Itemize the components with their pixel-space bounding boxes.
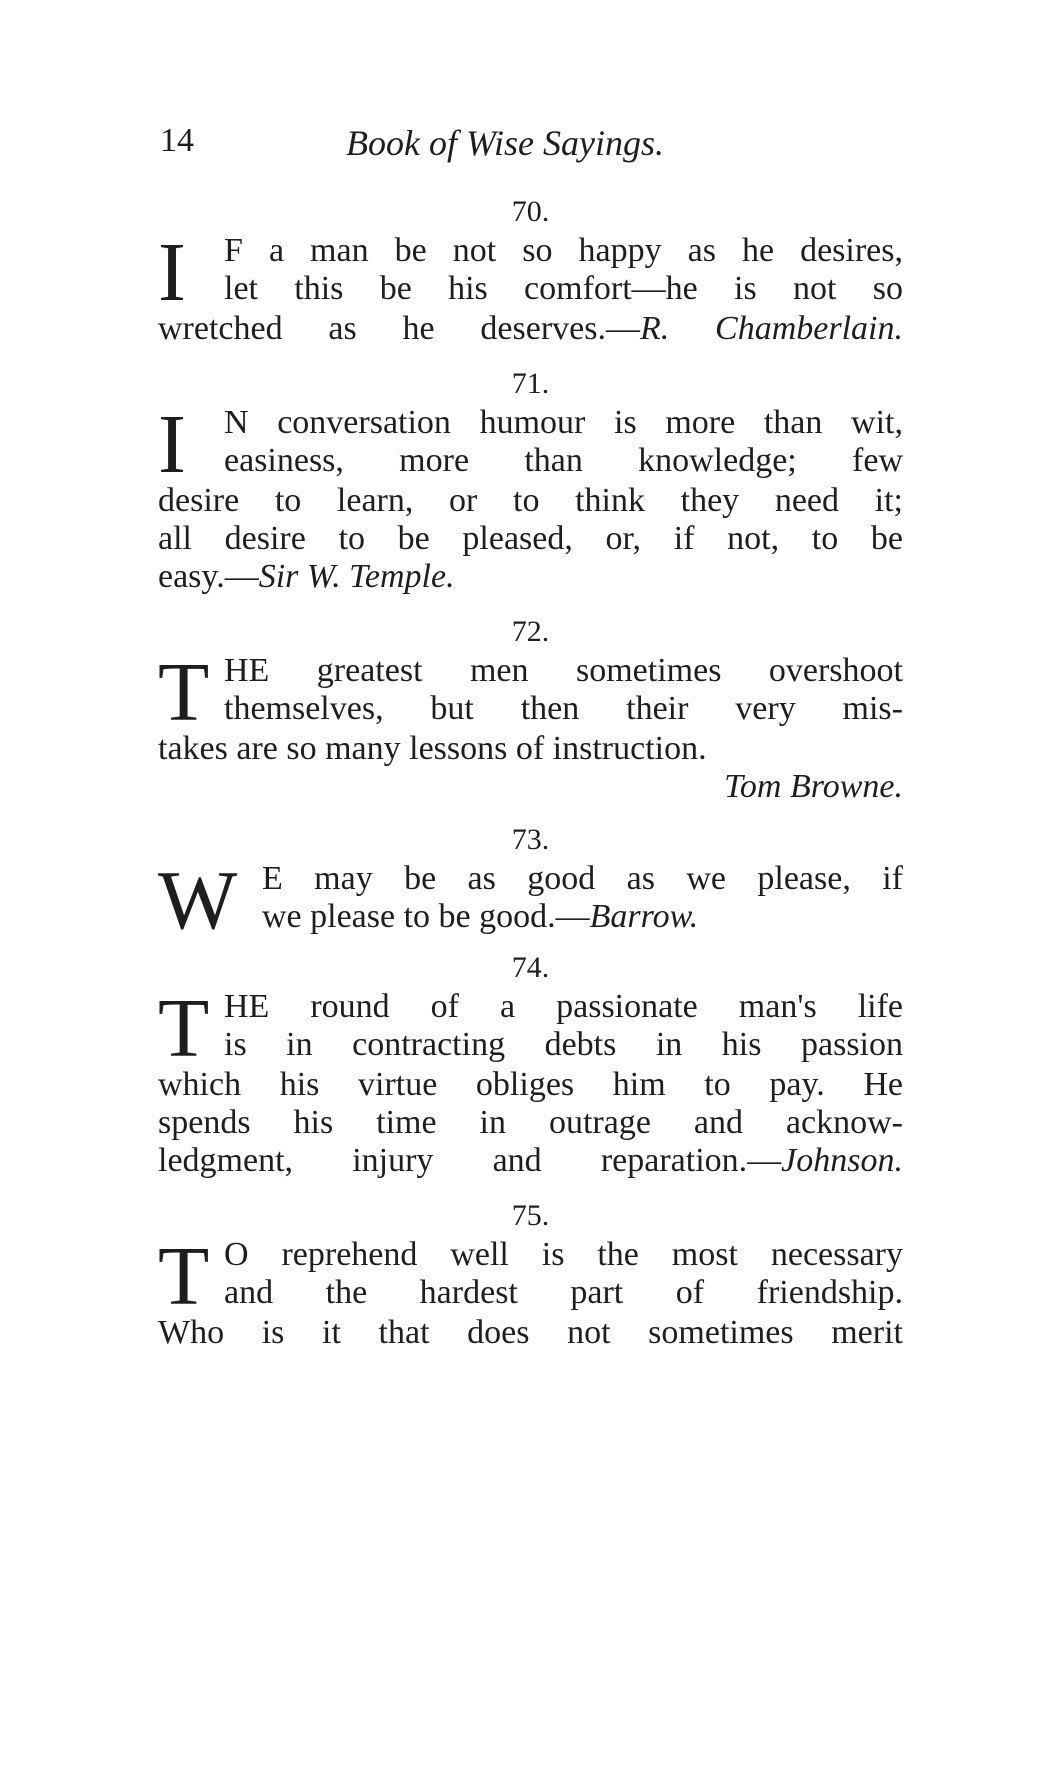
- text-line: wretched as he deserves.—: [158, 310, 640, 347]
- text-line: desire to learn, or to think they need it;: [158, 482, 903, 519]
- attribution: Johnson.: [781, 1142, 903, 1179]
- saying-73: [158, 820, 903, 947]
- saying-number: 74.: [511, 951, 550, 984]
- text-line: and the hardest part of friendship.: [224, 1274, 903, 1311]
- text-line: HE greatest men sometimes overshoot: [224, 652, 903, 689]
- text-line: F a man be not so happy as he desires,: [224, 232, 903, 269]
- text-line: easy.—: [158, 558, 259, 595]
- page-header: [160, 122, 900, 172]
- text-line: themselves, but then their very mis-: [224, 690, 903, 727]
- text-line: spends his time in outrage and acknow-: [158, 1104, 903, 1141]
- text-line: let this be his comfort—he is not so: [224, 270, 903, 307]
- text-line-with-attribution: [158, 558, 903, 596]
- text-line: which his virtue obliges him to pay. He: [158, 1066, 903, 1103]
- drop-cap: T: [158, 646, 210, 739]
- text-line: HE round of a passionate man's life: [224, 988, 903, 1025]
- saying-74: [158, 948, 903, 1180]
- saying-number: 73.: [511, 823, 550, 856]
- drop-cap: W: [158, 854, 238, 947]
- text-line: we please to be good.—: [262, 898, 590, 935]
- attribution: R. Chamberlain.: [639, 310, 903, 347]
- saying-72: [158, 612, 903, 806]
- saying-71: [158, 364, 903, 596]
- drop-cap: I: [158, 226, 186, 319]
- text-line: all desire to be pleased, or, if not, to be: [158, 520, 903, 557]
- text-line-with-attribution: [158, 898, 903, 936]
- text-line: Who is it that does not sometimes merit: [158, 1314, 903, 1351]
- attribution: Barrow.: [589, 898, 699, 935]
- text-line: N conversation humour is more than wit,: [224, 404, 903, 441]
- drop-cap: T: [158, 982, 210, 1075]
- saying-75: [158, 1196, 903, 1352]
- text-line-with-attribution: [158, 1142, 903, 1180]
- saying-number: 75.: [511, 1199, 550, 1232]
- text-line: E may be as good as we please, if: [262, 860, 903, 897]
- drop-cap: T: [158, 1230, 210, 1323]
- attribution: Sir W. Temple.: [258, 558, 455, 595]
- saying-number: 72.: [511, 615, 550, 648]
- drop-cap: I: [158, 398, 186, 491]
- running-title: Book of Wise Sayings.: [346, 123, 664, 163]
- saying-number: 71.: [511, 367, 550, 400]
- saying-number: 70.: [511, 195, 550, 228]
- attribution: Tom Browne.: [724, 768, 903, 805]
- saying-70: [158, 192, 903, 348]
- text-line: takes are so many lessons of instruction.: [158, 730, 707, 767]
- text-line: easiness, more than knowledge; few: [224, 442, 903, 479]
- text-line: ledgment, injury and reparation.—: [158, 1142, 782, 1179]
- text-line: O reprehend well is the most necessary: [224, 1236, 903, 1273]
- text-line-with-attribution: [158, 310, 903, 348]
- text-line: is in contracting debts in his passion: [224, 1026, 903, 1063]
- page-number: 14: [160, 122, 194, 159]
